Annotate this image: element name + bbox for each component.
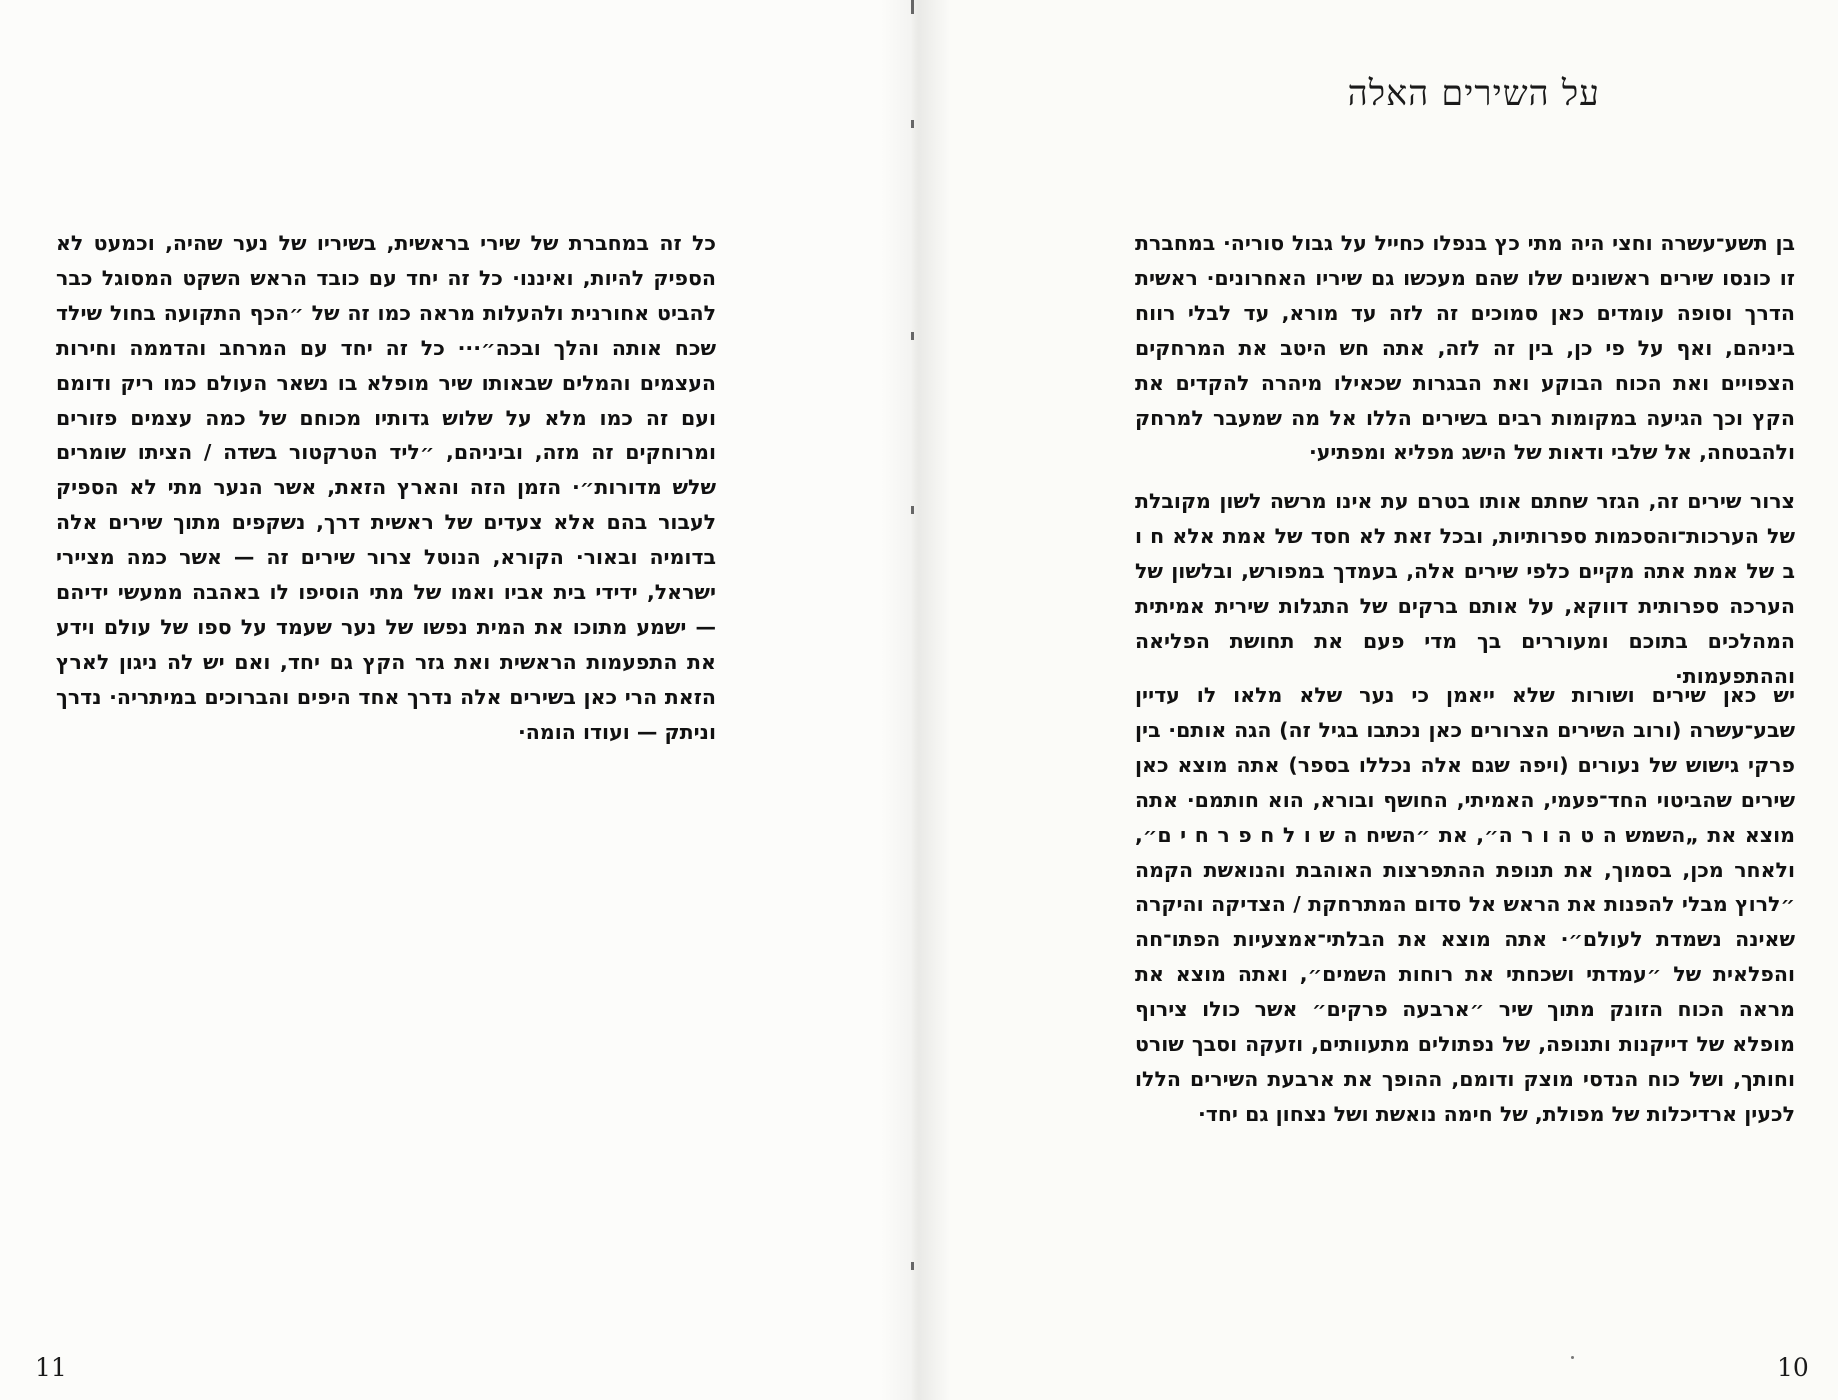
gutter-mark: [911, 0, 914, 14]
gutter-mark: [911, 1262, 914, 1270]
book-gutter: [880, 0, 950, 1400]
right-paragraph-2: צרור שירים זה, הגזר שחתם אותו בטרם עת אינו מרשה לשון מקובלת של הערכות־והסכמות ספרותיות, ובכל זאת לא חסד של אמת אלא ח ו ב של אמת אתה מקיים כלפי שירים אלה, בעמדך במפורש, ובלשון של הערכה ספרותית דווקא, על אותם ברקים של התגלות שירית אמיתית המהלכים בתוכם ומעוררים בך מדי פעם את תחושת הפליאה וההתפעמות·: [1135, 489, 1795, 688]
page-number-right: 10: [1777, 1353, 1809, 1382]
right-paragraph-3: יש כאן שירים ושורות שלא ייאמן כי נער שלא מלאו לו עדיין שבע־עשרה (ורוב השירים הצרורים כאן נכתבו בגיל זה) הגה אותם· בין פרקי גישוש של נעורים (ויפה שגם אלה נכללו בספר) אתה מוצא כאן שירים שהביטוי החד־פעמי, האמיתי, החושף ובורא, הוא חותמם· אתה מוצא את „השמש ה ט ה ו ר ה״, את ״השיח ה ש ו ל ח פ ר ח י ם״, ולאחר מכן, בסמוך, את תנופת ההתפרצות האוהבת והנואשת הקמה ״לרוץ מבלי להפנות את הראש אל סדום המתרחקת / הצדיקה והיקרה שאינה נשמדת לעולם״· אתה מוצא את הבלתי־אמצעיות הפתו־חה והפלאית של ״עמדתי ושכחתי את רוחות השמים״, ואתה מוצא את מראה הכוח הזונק מתוך שיר ״ארבעה פרקים״ אשר כולו צירוף מופלא של דייקנות ותנופה, של נפתולים מתעוותים, וזעקה וסבך שורט וחותך, ושל כוח הנדסי מוצק ודומם, ההופך את ארבעת השירים הללו לכעין ארדיכלות של מפולת, של חימה נואשת ושל נצחון גם יחד·: [1135, 683, 1795, 1126]
gutter-mark: [911, 120, 914, 128]
gutter-mark: [911, 332, 914, 340]
page-number-left: 11: [35, 1353, 67, 1382]
left-page: [0, 0, 912, 1400]
right-paragraph-1: בן תשע־עשרה וחצי היה מתי כץ בנפלו כחייל על גבול סוריה· במחברת זו כונסו שירים ראשונים שלו שהם מעכשו גם שיריו האחרונים· ראשית הדרך וסופה עומדים כאן סמוכים זה לזה עד מורא, עד לבלי רווח ביניהם, ואף על פי כן, בין זה לזה, אתה חש היטב את המרחקים הצפויים ואת הכוח הבוקע ואת הבגרות שכאילו מיהרה להקדים את הקץ וכך הגיעה במקומות רבים בשירים הללו אל מה שמעבר למרחק ולהבטחה, אל שלבי ודאות של הישג מפליא ומפתיע·: [1135, 231, 1795, 465]
paper-speck: [1571, 1356, 1574, 1359]
left-paragraph: כל זה במחברת של שירי בראשית, בשיריו של נער שהיה, וכמעט לא הספיק להיות, ואיננו· כל זה יחד עם כובד הראש השקט המסוגל כבר להביט אחורנית ולהעלות מראה כמו זה של ״הכף התקועה בחול שילד שכח אותה והלך ובכה״··· כל זה יחד עם המרחב והדממה וחירות העצמים והמלים שבאותו שיר מופלא בו נשאר העולם כמו ריק ודומם ועם זה כמו מלא על שלוש גדותיו מכוחם של כמה עצמים פזורים ומרוחקים זה מזה, וביניהם, ״ליד הטרקטור בשדה / הציתו שומרים שלש מדורות״· הזמן הזה והארץ הזאת, אשר הנער מתי לא הספיק לעבור בהם אלא צעדים של ראשית דרך, נשקפים מתוך שירים אלה בדומיה ובאור· הקורא, הנוטל צרור שירים זה — אשר כמה מציירי ישראל, ידידי בית אביו ואמו של מתי הוסיפו לו באהבה ממעשי ידיהם — ישמע מתוכו את המית נפשו של נער שעמד על ספו של עולם וידע את התפעמות הראשית ואת גזר הקץ גם יחד, ואם יש לה ניגון לארץ הזאת הרי כאן בשירים אלה נדרך אחד היפים והברוכים במיתריה· נדרך וניתק — ועודו הומה·: [56, 231, 716, 744]
gutter-mark: [911, 506, 914, 514]
page-title: על השירים האלה: [1347, 74, 1600, 114]
